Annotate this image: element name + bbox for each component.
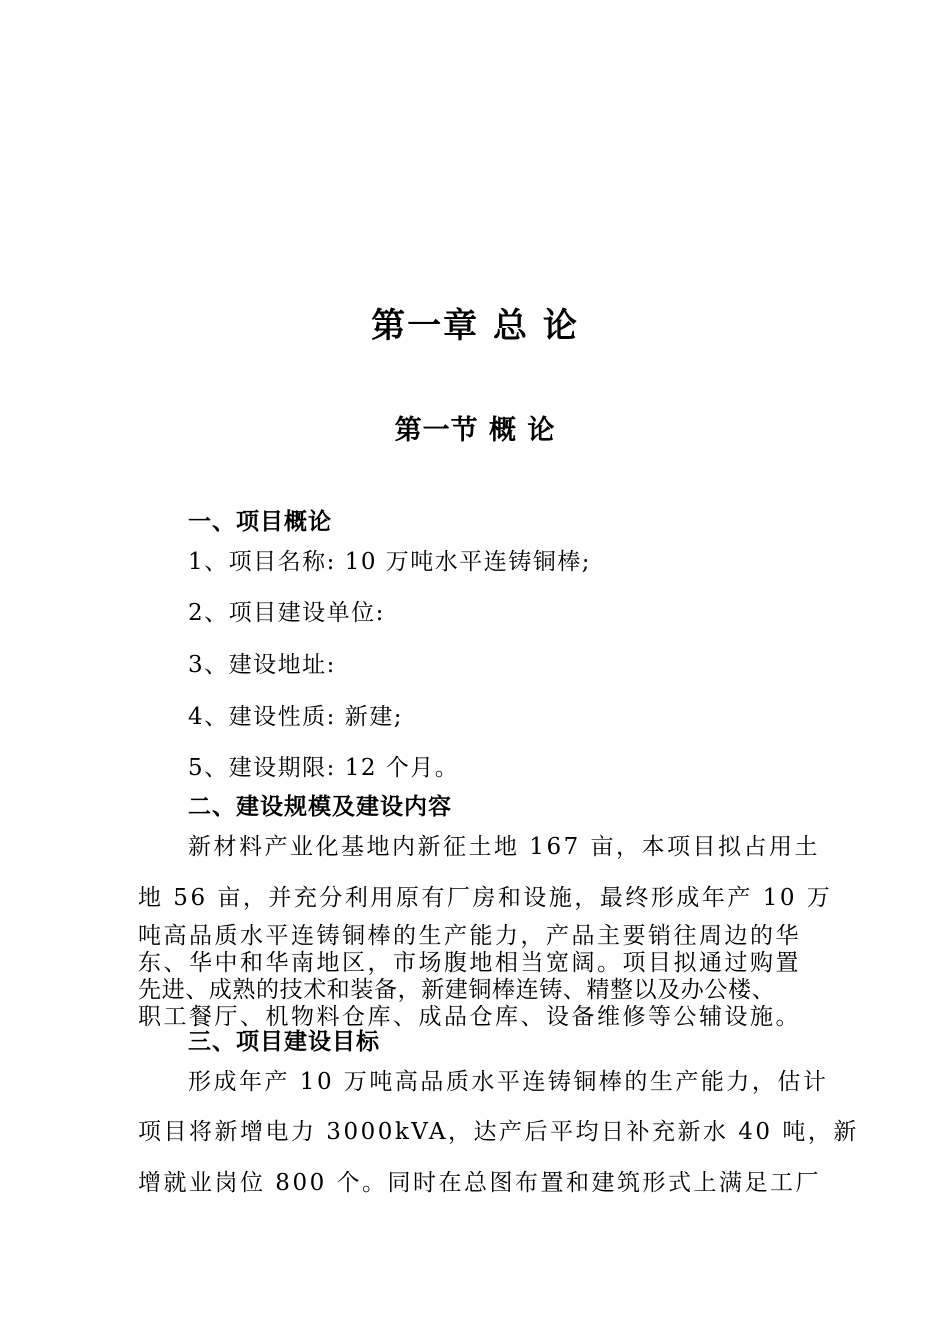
paragraph-line: 先进、成熟的技术和装备，新建铜棒连铸、精整以及办公楼、 bbox=[138, 977, 776, 1003]
paragraph-line: 地 56 亩，并充分利用原有厂房和设施，最终形成年产 10 万 bbox=[138, 885, 833, 911]
chapter-title: 第一章 总 论 bbox=[371, 306, 579, 346]
item-construction-nature: 4、建设性质: 新建; bbox=[188, 704, 403, 730]
paragraph-line: 项目将新增电力 3000kVA，达产后平均日补充新水 40 吨，新 bbox=[138, 1119, 859, 1145]
paragraph-line: 增就业岗位 800 个。同时在总图布置和建筑形式上满足工厂 bbox=[138, 1170, 822, 1196]
paragraph-line: 形成年产 10 万吨高品质水平连铸铜棒的生产能力，估计 bbox=[188, 1069, 829, 1095]
paragraph-line: 职工餐厅、机物料仓库、成品仓库、设备维修等公辅设施。 bbox=[138, 1004, 801, 1030]
item-project-name: 1、项目名称: 10 万吨水平连铸铜棒; bbox=[188, 549, 592, 575]
paragraph-line: 吨高品质水平连铸铜棒的生产能力，产品主要销往周边的华 bbox=[138, 923, 801, 949]
heading-project-goals: 三、项目建设目标 bbox=[188, 1028, 380, 1055]
item-construction-unit: 2、项目建设单位: bbox=[188, 600, 385, 626]
heading-scale-and-content: 二、建设规模及建设内容 bbox=[188, 793, 452, 820]
paragraph-line: 东、华中和华南地区，市场腹地相当宽阔。项目拟通过购置 bbox=[138, 950, 801, 976]
paragraph-line: 新材料产业化基地内新征土地 167 亩，本项目拟占用土 bbox=[188, 834, 821, 860]
item-construction-address: 3、建设地址: bbox=[188, 652, 336, 678]
item-construction-period: 5、建设期限: 12 个月。 bbox=[188, 755, 460, 781]
heading-project-overview: 一、项目概论 bbox=[188, 508, 332, 535]
section-title: 第一节 概 论 bbox=[394, 415, 556, 446]
